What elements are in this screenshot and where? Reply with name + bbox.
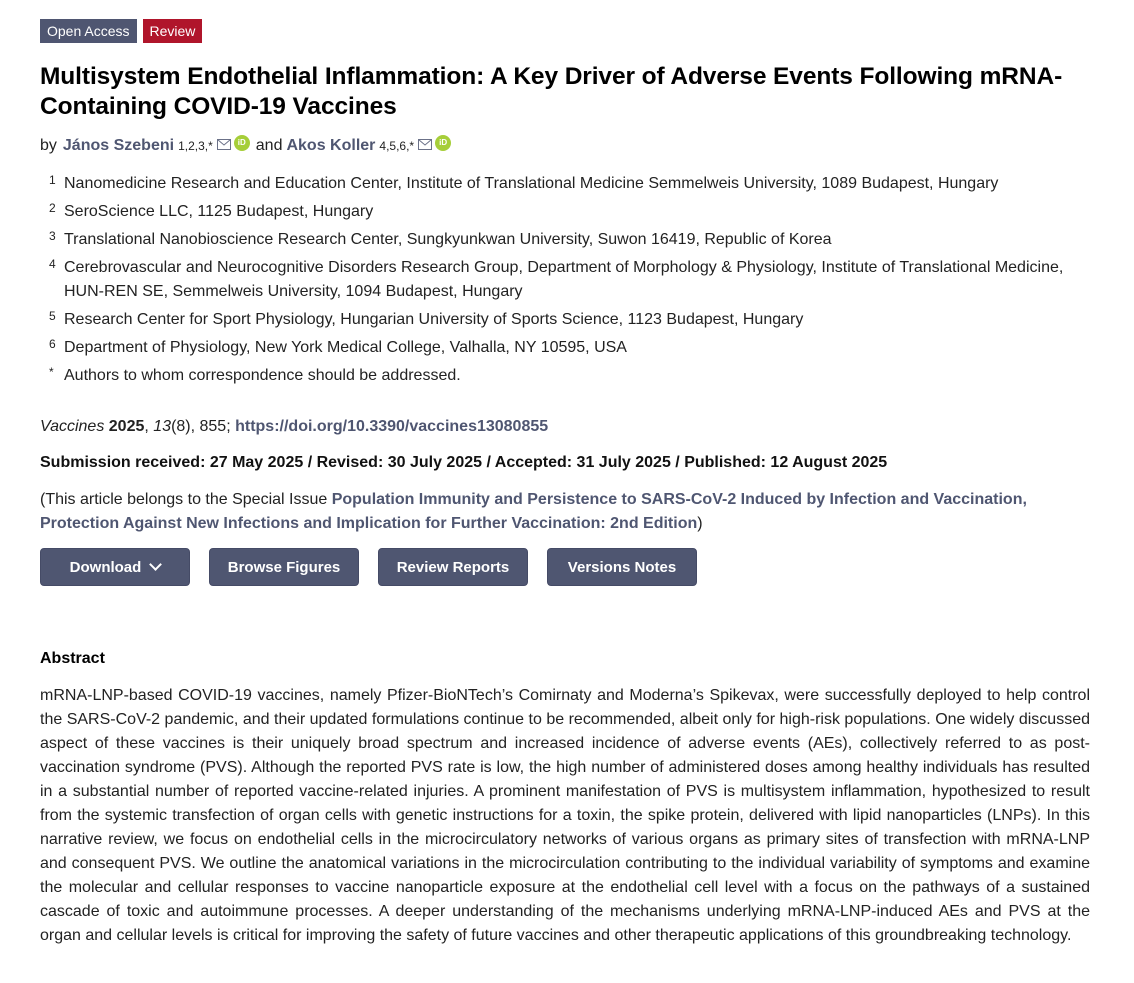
- affiliation-list: [40, 172, 1090, 388]
- author-affil-refs-1: 1,2,3,*: [178, 139, 213, 153]
- special-issue-suffix: ): [697, 515, 703, 532]
- affiliation-item: [40, 200, 1090, 224]
- citation-line: [40, 415, 1090, 439]
- affiliation-text: SeroScience LLC, 1125 Budapest, Hungary: [64, 203, 374, 220]
- and-label: and: [255, 137, 283, 154]
- abstract-text: mRNA-LNP-based COVID-19 vaccines, namely Pfizer-BioNTech’s Comirnaty and Moderna’s Spikevax, were successfully deployed to help control the SARS-CoV-2 pandemic, and their updated formulations continue to be recommended, albeit only for high-risk populations. One widely discussed aspect of these vaccines is their uniquely broad spectrum and increased incidence of adverse events (AEs), collectively referred to as post-vaccination syndrome (PVS). Although the reported PVS rate is low, the high number of administered doses among healthy individuals has resulted in a substantial number of reported vaccine-related injuries. A prominent manifestation of PVS is multisystem inflammation, hypothesized to result from the systemic transfection of organ cells with genetic instructions for a toxin, the spike protein, delivered with lipid nanoparticles (LNPs). In this narrative review, we focus on endothelial cells in the microcirculatory networks of various organs as primary sites of transfection with mRNA-LNP and consequent PVS. We outline the anatomical variations in the microcirculation contributing to the individual variability of symptoms and examine the molecular and cellular responses to vaccine nanoparticle exposure at the endothelial cell level with a focus on the pathways of a sustained cascade of toxic and autoimmune processes. A deeper understanding of the mechanisms underlying mRNA-LNP-induced AEs and PVS at the organ and cellular levels is critical for improving the safety of future vaccines and other therapeutic applications of this groundbreaking technology.: [40, 687, 1090, 944]
- affiliation-number: 3: [49, 229, 56, 243]
- special-issue-link[interactable]: Population Immunity and Persistence to SARS-CoV-2 Induced by Infection and Vaccination, Protection Against New Infections and Implication for Further Vaccination: 2nd Edition: [40, 491, 1027, 532]
- author-name-1[interactable]: János Szebeni: [62, 137, 175, 154]
- review-reports-button[interactable]: Review Reports: [378, 548, 528, 586]
- review-badge[interactable]: Review: [143, 19, 203, 43]
- article-header: [40, 19, 1090, 948]
- affiliation-item: [40, 364, 1090, 388]
- affiliation-text: Translational Nanobioscience Research Center, Sungkyunkwan University, Suwon 16419, Republic of Korea: [64, 231, 832, 248]
- affiliation-text: Nanomedicine Research and Education Center, Institute of Translational Medicine Semmelweis University, 1089 Budapest, Hungary: [64, 175, 999, 192]
- publication-dates: Submission received: 27 May 2025 / Revised: 30 July 2025 / Accepted: 31 July 2025 / Published: 12 August 2025: [40, 454, 888, 471]
- author-line: [40, 134, 1090, 158]
- journal-name: Vaccines: [40, 418, 105, 435]
- browse-figures-button[interactable]: Browse Figures: [209, 548, 359, 586]
- action-buttons: [40, 548, 1090, 586]
- affiliation-number: *: [49, 365, 54, 379]
- affiliation-text: Research Center for Sport Physiology, Hungarian University of Sports Science, 1123 Budapest, Hungary: [64, 311, 804, 328]
- doi-link[interactable]: https://doi.org/10.3390/vaccines13080855: [235, 418, 549, 435]
- affiliation-item: [40, 336, 1090, 360]
- versions-notes-button[interactable]: Versions Notes: [547, 548, 697, 586]
- affiliation-number: 1: [49, 173, 56, 187]
- chevron-down-icon: [149, 558, 162, 571]
- open-access-badge[interactable]: Open Access: [40, 19, 137, 43]
- download-label: Download: [69, 558, 142, 576]
- affiliation-item: [40, 308, 1090, 332]
- author-affil-refs-2: 4,5,6,*: [379, 139, 415, 153]
- citation-issue-pages: (8), 855;: [171, 418, 236, 435]
- abstract-heading: Abstract: [40, 650, 105, 667]
- affiliation-item: [40, 256, 1090, 304]
- special-issue-prefix: (This article belongs to the Special Issue: [40, 491, 332, 508]
- email-icon[interactable]: [418, 139, 432, 150]
- affiliation-text: Authors to whom correspondence should be addressed.: [64, 367, 461, 384]
- affiliation-number: 4: [49, 257, 56, 271]
- affiliation-number: 5: [49, 309, 56, 323]
- orcid-icon[interactable]: iD: [234, 135, 250, 151]
- download-button[interactable]: [40, 548, 190, 586]
- citation-year: 2025: [108, 418, 145, 435]
- affiliation-number: 2: [49, 201, 56, 215]
- orcid-icon[interactable]: iD: [435, 135, 451, 151]
- email-icon[interactable]: [217, 139, 231, 150]
- affiliation-item: [40, 172, 1090, 196]
- affiliation-text: Department of Physiology, New York Medical College, Valhalla, NY 10595, USA: [64, 339, 627, 356]
- affiliation-text: Cerebrovascular and Neurocognitive Disorders Research Group, Department of Morphology & Physiology, Institute of Translational Medicine, HUN-REN SE, Semmelweis University, 1094 Budapest, Hungary: [64, 259, 1064, 300]
- by-label: by: [40, 137, 57, 154]
- citation-sep: ,: [144, 418, 154, 435]
- badge-row: [40, 19, 1090, 43]
- citation-volume: 13: [153, 418, 172, 435]
- affiliation-number: 6: [49, 337, 56, 351]
- author-name-2[interactable]: Akos Koller: [286, 137, 376, 154]
- special-issue-note: [40, 488, 1090, 536]
- article-title: Multisystem Endothelial Inflammation: A Key Driver of Adverse Events Following mRNA-Containing COVID-19 Vaccines: [40, 63, 1063, 120]
- affiliation-item: [40, 228, 1090, 252]
